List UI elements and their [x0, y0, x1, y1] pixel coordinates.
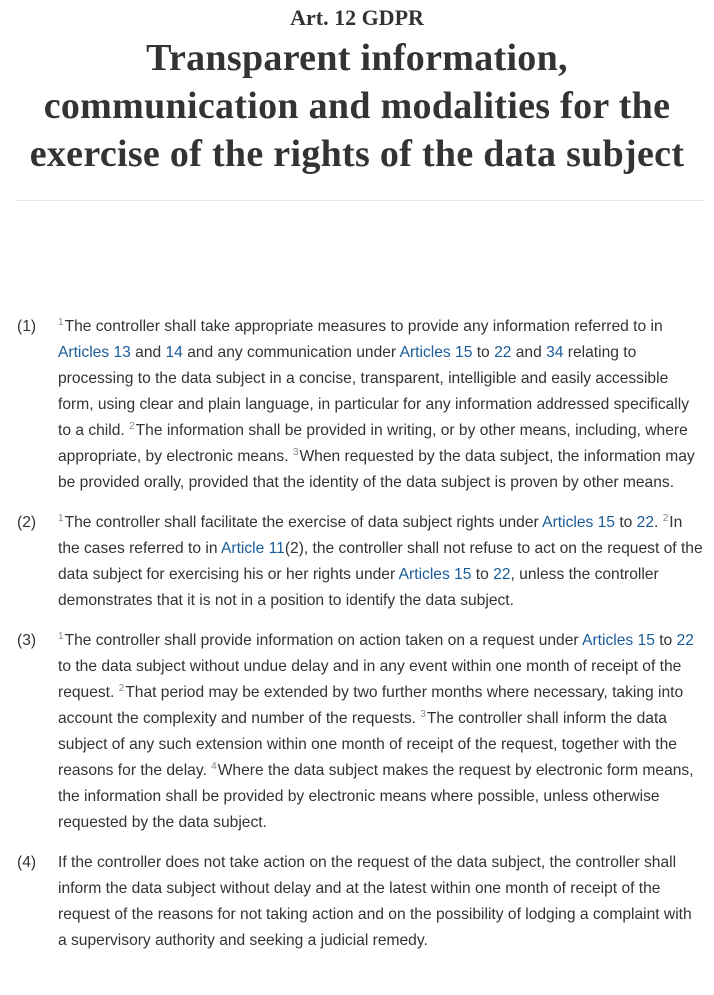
paragraph-number: (1) — [17, 318, 37, 335]
text-segment: The controller shall inform the data subject of any such extension within one month of receipt of the request, together with the reasons for the delay. — [58, 710, 677, 779]
link-article-13[interactable]: Articles 13 — [58, 344, 131, 361]
article-body — [0, 314, 714, 968]
paragraph-4 — [0, 850, 714, 954]
article-title: Transparent information, communication and modalities for the exercise of the rights of the data subject — [29, 37, 685, 175]
text-segment: In the cases referred to in — [58, 514, 683, 557]
text-segment: relating to processing to the data subject in a concise, transparent, intelligible and easily accessible form, using clear and plain language, in particular for any information addressed specifically to a child. — [58, 344, 690, 439]
sentence-number: 2 — [129, 421, 135, 432]
text-segment: , unless the controller demonstrates that it is not in a position to identify the data subject. — [58, 566, 659, 609]
link-article-11[interactable]: Article 11 — [220, 540, 285, 557]
text-segment: and — [130, 344, 166, 361]
text-segment: The controller shall take appropriate measures to provide any information referred to in — [64, 318, 663, 335]
paragraph-text — [58, 510, 714, 614]
text-segment: to — [471, 566, 494, 583]
text-segment: Where the data subject makes the request by electronic form means, the information shall be provided by electronic means where possible, unless otherwise requested by the data subject. — [58, 762, 694, 831]
link-article-34[interactable]: 34 — [546, 344, 564, 361]
text-segment: When requested by the data subject, the information may be provided orally, provided that the identity of the data subject is proven by other means. — [58, 448, 695, 491]
sentence-number: 3 — [420, 709, 426, 720]
text-segment: to the data subject without undue delay and in any event within one month of receipt of the request. — [58, 658, 682, 701]
sentence-number: 2 — [118, 683, 125, 694]
link-article-14[interactable]: 14 — [165, 344, 183, 361]
text-segment: The controller shall provide information on action taken on a request under — [64, 632, 583, 649]
text-segment: The information shall be provided in writing, or by other means, including, where appropriate, by electronic means. — [58, 422, 688, 465]
sentence-number: 4 — [211, 761, 217, 772]
text-segment: (2), the controller shall not refuse to act on the request of the data subject for exercising his or her rights under — [58, 540, 703, 583]
link-article-15[interactable]: Articles 15 — [582, 632, 655, 649]
link-article-22[interactable]: 22 — [493, 566, 511, 583]
article-header — [0, 6, 714, 178]
text-segment: and — [511, 344, 547, 361]
paragraph-number: (4) — [17, 854, 37, 871]
sentence-number: 1 — [58, 317, 64, 328]
link-article-22[interactable]: 22 — [494, 344, 512, 361]
link-article-22[interactable]: 22 — [636, 514, 655, 531]
article-label: Art. 12 GDPR — [290, 5, 424, 30]
text-segment: If the controller does not take action on the request of the data subject, the controller shall inform the data subject without delay and at the latest within one month of receipt of the request of the reasons for not taking action and on the possibility of lodging a complaint with a supervisory authority and seeking a judicial remedy. — [58, 854, 692, 949]
paragraph-text — [58, 850, 714, 954]
link-article-15[interactable]: Articles 15 — [398, 566, 472, 583]
text-segment: to — [614, 514, 637, 531]
sentence-number: 2 — [662, 513, 669, 524]
paragraph-text — [58, 628, 714, 836]
paragraph-number: (2) — [17, 514, 37, 531]
sentence-number: 1 — [58, 631, 64, 642]
paragraph-number: (3) — [17, 632, 37, 649]
paragraph-text — [58, 314, 714, 496]
text-segment: to — [472, 344, 495, 361]
sentence-number: 1 — [58, 513, 64, 524]
sentence-number: 3 — [292, 447, 299, 458]
text-segment: That period may be extended by two further months where necessary, taking into account the complexity and number of the requests. — [58, 684, 684, 727]
text-segment: and any communication under — [182, 344, 400, 361]
paragraph-2 — [0, 510, 714, 614]
text-segment: . — [654, 514, 663, 531]
header-divider — [16, 200, 704, 201]
link-article-15[interactable]: Articles 15 — [542, 514, 615, 531]
link-article-15[interactable]: Articles 15 — [399, 344, 473, 361]
paragraph-3 — [0, 628, 714, 836]
text-segment: The controller shall facilitate the exercise of data subject rights under — [64, 514, 543, 531]
text-segment: to — [654, 632, 677, 649]
paragraph-1 — [0, 314, 714, 496]
link-article-22[interactable]: 22 — [676, 632, 694, 649]
